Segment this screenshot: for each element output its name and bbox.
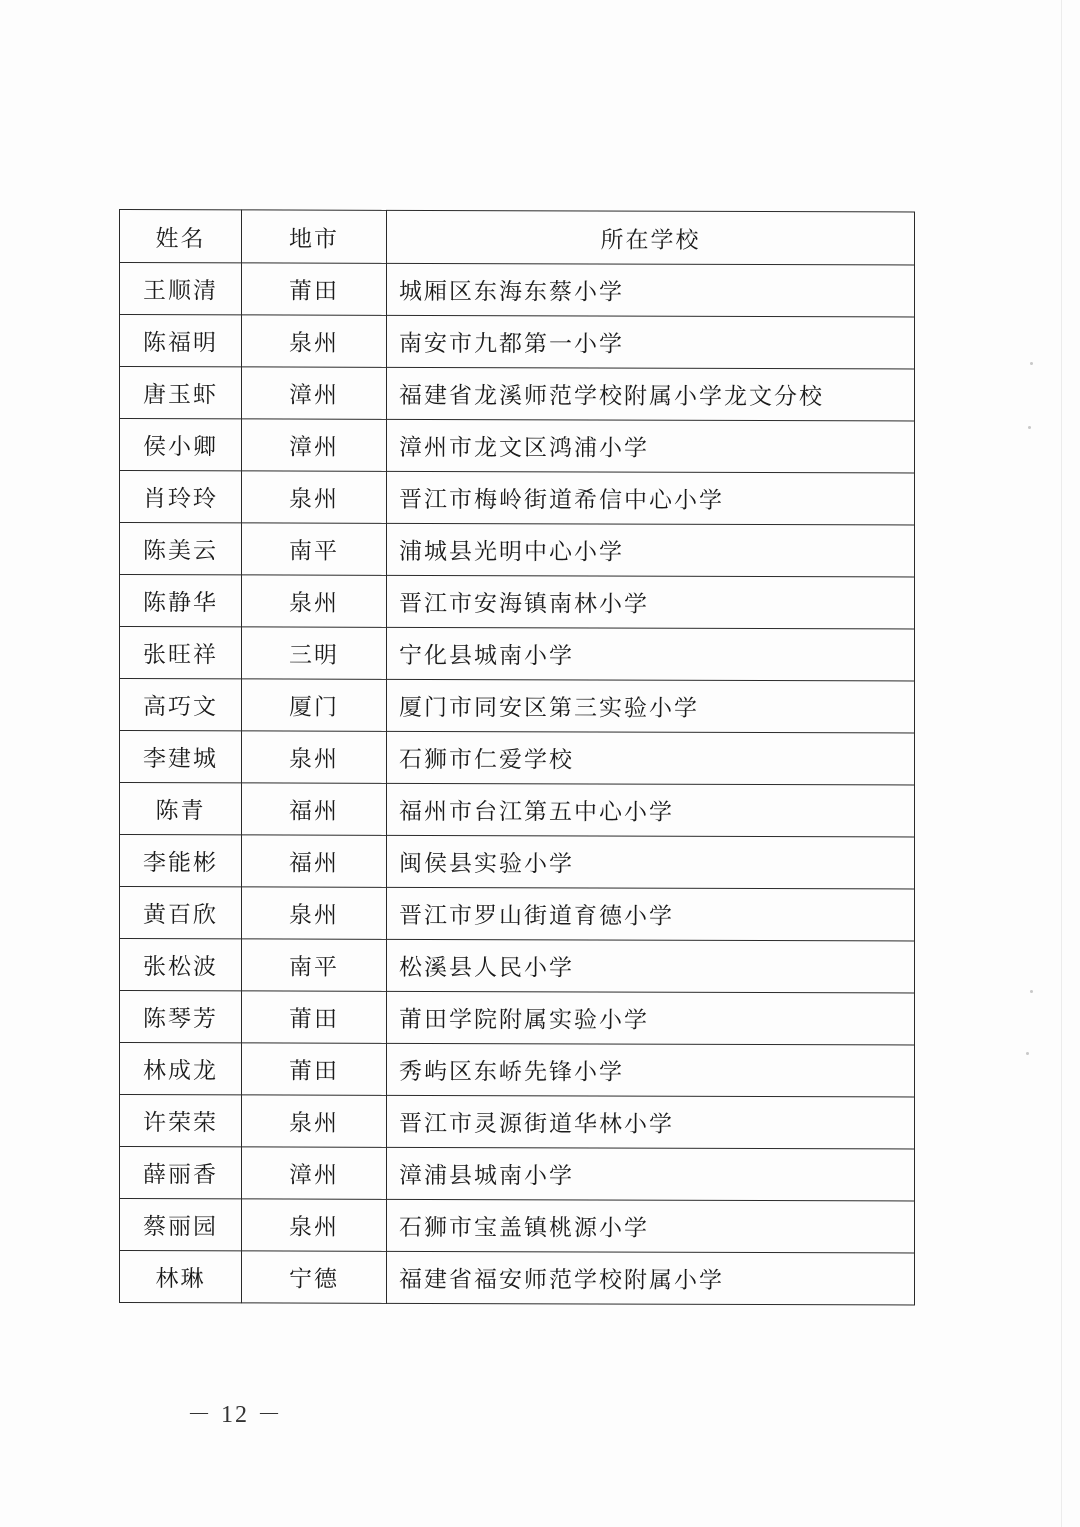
- table-row: [120, 887, 915, 941]
- cell-school: 漳州市龙文区鸿浦小学: [387, 419, 915, 473]
- cell-city: 莆田: [242, 263, 387, 315]
- cell-city: 厦门: [242, 679, 387, 731]
- cell-name: 李能彬: [120, 835, 242, 887]
- cell-name: 陈美云: [120, 523, 242, 575]
- cell-school: 松溪县人民小学: [387, 939, 915, 993]
- cell-city: 泉州: [242, 1199, 387, 1251]
- cell-city: 泉州: [242, 731, 387, 783]
- table-row: [120, 1043, 915, 1097]
- cell-city: 福州: [242, 835, 387, 887]
- page-edge-line: [1061, 0, 1062, 1527]
- table-row: [120, 1251, 915, 1305]
- cell-school: 莆田学院附属实验小学: [387, 991, 915, 1045]
- table-row: [120, 471, 915, 525]
- cell-city: 泉州: [242, 315, 387, 367]
- cell-city: 三明: [242, 627, 387, 679]
- cell-school: 晋江市梅岭街道希信中心小学: [387, 471, 915, 525]
- cell-name: 张旺祥: [120, 627, 242, 679]
- header-city: 地市: [242, 210, 387, 263]
- table-row: [120, 419, 915, 473]
- cell-name: 高巧文: [120, 679, 242, 731]
- scan-speck: [1026, 1052, 1029, 1055]
- table-row: [120, 627, 915, 681]
- table-row: [120, 1147, 915, 1201]
- table-body: [120, 263, 915, 1305]
- cell-name: 黄百欣: [120, 887, 242, 939]
- cell-city: 泉州: [242, 471, 387, 523]
- cell-school: 石狮市宝盖镇桃源小学: [387, 1199, 915, 1253]
- cell-name: 蔡丽园: [120, 1199, 242, 1251]
- cell-city: 莆田: [242, 991, 387, 1043]
- cell-school: 秀屿区东峤先锋小学: [387, 1043, 915, 1097]
- cell-school: 福州市台江第五中心小学: [387, 783, 915, 837]
- scan-speck: [1030, 362, 1033, 365]
- cell-school: 城厢区东海东蔡小学: [387, 263, 915, 317]
- table-row: [120, 783, 915, 837]
- teacher-roster-table-wrap: [119, 209, 914, 1305]
- page-number: － 12 －: [187, 1402, 283, 1428]
- cell-city: 漳州: [242, 419, 387, 471]
- table-row: [120, 1095, 915, 1149]
- cell-city: 泉州: [242, 887, 387, 939]
- header-school: 所在学校: [387, 210, 915, 265]
- cell-school: 漳浦县城南小学: [387, 1147, 915, 1201]
- cell-name: 薛丽香: [120, 1147, 242, 1199]
- cell-name: 陈琴芳: [120, 991, 242, 1043]
- cell-school: 晋江市灵源街道华林小学: [387, 1095, 915, 1149]
- table-header-row: [120, 210, 915, 265]
- cell-name: 侯小卿: [120, 419, 242, 471]
- cell-school: 南安市九都第一小学: [387, 315, 915, 369]
- cell-name: 李建城: [120, 731, 242, 783]
- header-name: 姓名: [120, 210, 242, 263]
- cell-name: 肖玲玲: [120, 471, 242, 523]
- cell-school: 石狮市仁爱学校: [387, 731, 915, 785]
- teacher-roster-table: [119, 209, 915, 1306]
- cell-city: 莆田: [242, 1043, 387, 1095]
- cell-name: 唐玉虾: [120, 367, 242, 419]
- cell-school: 厦门市同安区第三实验小学: [387, 679, 915, 733]
- cell-name: 陈福明: [120, 315, 242, 367]
- table-row: [120, 679, 915, 733]
- table-row: [120, 263, 915, 317]
- cell-city: 南平: [242, 523, 387, 575]
- cell-school: 晋江市安海镇南林小学: [387, 575, 915, 629]
- table-row: [120, 523, 915, 577]
- cell-school: 宁化县城南小学: [387, 627, 915, 681]
- cell-name: 林琳: [120, 1251, 242, 1303]
- cell-city: 漳州: [242, 1147, 387, 1199]
- cell-city: 宁德: [242, 1251, 387, 1303]
- cell-name: 张松波: [120, 939, 242, 991]
- table-row: [120, 835, 915, 889]
- table-row: [120, 1199, 915, 1253]
- table-row: [120, 731, 915, 785]
- cell-city: 泉州: [242, 1095, 387, 1147]
- cell-school: 浦城县光明中心小学: [387, 523, 915, 577]
- cell-name: 林成龙: [120, 1043, 242, 1095]
- cell-name: 陈青: [120, 783, 242, 835]
- scan-speck: [1028, 426, 1031, 429]
- table-row: [120, 575, 915, 629]
- cell-city: 南平: [242, 939, 387, 991]
- table-row: [120, 991, 915, 1045]
- table-row: [120, 939, 915, 993]
- cell-city: 福州: [242, 783, 387, 835]
- cell-school: 福建省龙溪师范学校附属小学龙文分校: [387, 367, 915, 421]
- cell-school: 晋江市罗山街道育德小学: [387, 887, 915, 941]
- cell-name: 王顺清: [120, 263, 242, 315]
- table-row: [120, 367, 915, 421]
- cell-school: 福建省福安师范学校附属小学: [387, 1251, 915, 1305]
- cell-name: 许荣荣: [120, 1095, 242, 1147]
- cell-school: 闽侯县实验小学: [387, 835, 915, 889]
- cell-city: 泉州: [242, 575, 387, 627]
- scan-speck: [1030, 990, 1033, 993]
- cell-name: 陈静华: [120, 575, 242, 627]
- cell-city: 漳州: [242, 367, 387, 419]
- table-row: [120, 315, 915, 369]
